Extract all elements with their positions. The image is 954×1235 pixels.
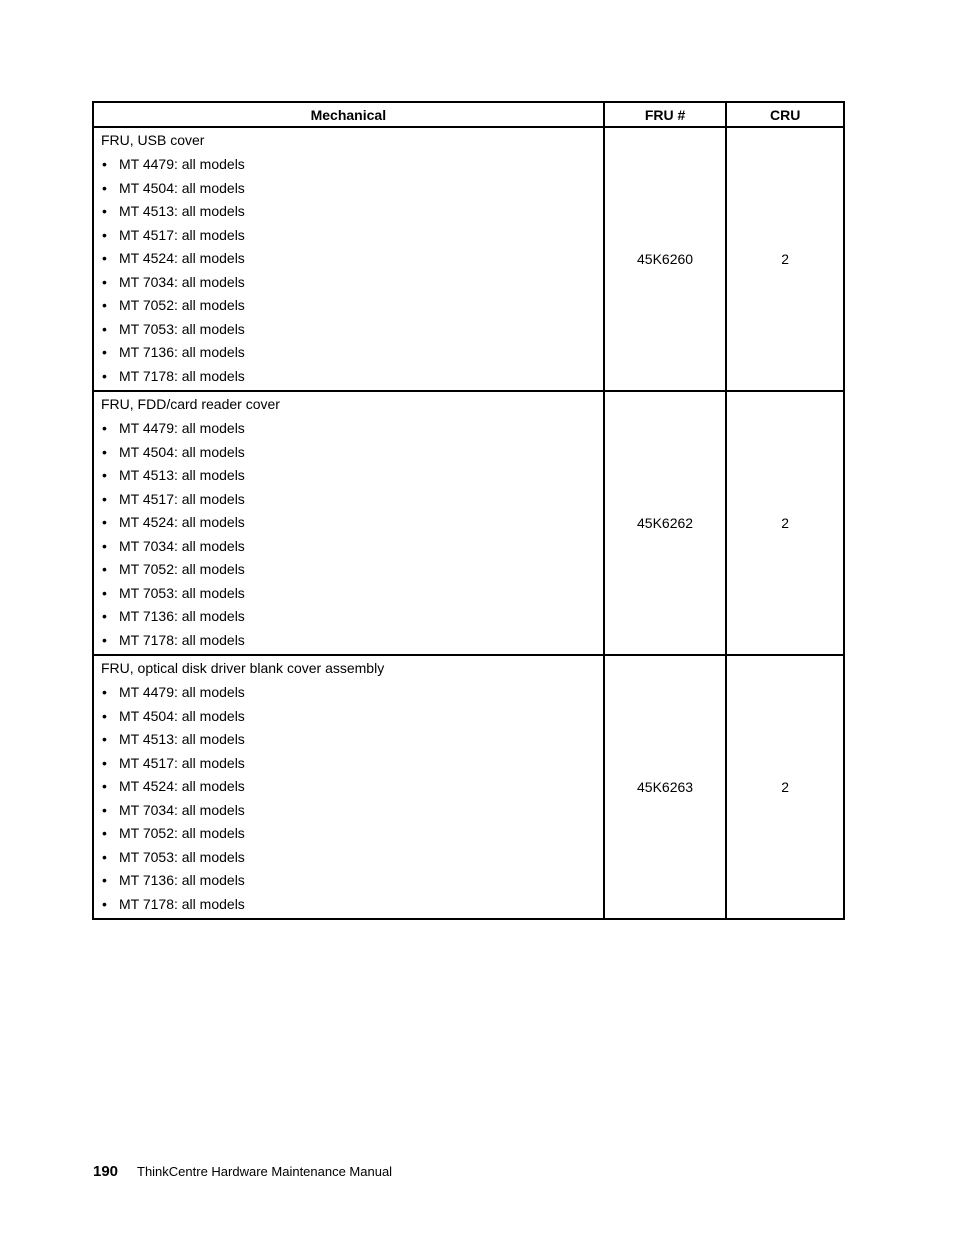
list-item: • MT 7136: all models xyxy=(101,605,603,629)
table-row xyxy=(93,127,844,391)
table-header-row xyxy=(93,102,844,127)
list-item: • MT 7053: all models xyxy=(101,318,603,342)
list-item: • MT 4479: all models xyxy=(101,417,603,441)
mechanical-cell xyxy=(93,655,604,919)
list-item: • MT 7178: all models xyxy=(101,629,603,653)
page-number: 190 xyxy=(93,1163,119,1180)
header-fru: FRU # xyxy=(604,102,727,127)
list-item: • MT 7053: all models xyxy=(101,582,603,606)
page-footer xyxy=(93,1163,392,1180)
list-item: • MT 4524: all models xyxy=(101,775,603,799)
list-item: • MT 4517: all models xyxy=(101,488,603,512)
cru-cell: 2 xyxy=(726,127,844,391)
cru-cell: 2 xyxy=(726,655,844,919)
list-item: • MT 7052: all models xyxy=(101,822,603,846)
list-item: • MT 4517: all models xyxy=(101,752,603,776)
list-item: • MT 7136: all models xyxy=(101,341,603,365)
model-list xyxy=(101,153,603,388)
table-row xyxy=(93,655,844,919)
model-list xyxy=(101,417,603,652)
list-item: • MT 7034: all models xyxy=(101,271,603,295)
list-item: • MT 4517: all models xyxy=(101,224,603,248)
list-item: • MT 7178: all models xyxy=(101,893,603,917)
fru-number-cell: 45K6262 xyxy=(604,391,727,655)
list-item: • MT 7178: all models xyxy=(101,365,603,389)
list-item: • MT 7034: all models xyxy=(101,535,603,559)
part-title: FRU, FDD/card reader cover xyxy=(101,396,280,412)
header-mechanical: Mechanical xyxy=(93,102,604,127)
list-item: • MT 7052: all models xyxy=(101,294,603,318)
list-item: • MT 4479: all models xyxy=(101,681,603,705)
list-item: • MT 7136: all models xyxy=(101,869,603,893)
table-body xyxy=(93,127,844,919)
list-item: • MT 4504: all models xyxy=(101,441,603,465)
list-item: • MT 4513: all models xyxy=(101,200,603,224)
fru-number-cell: 45K6260 xyxy=(604,127,727,391)
manual-title: ThinkCentre Hardware Maintenance Manual xyxy=(137,1164,393,1179)
list-item: • MT 4479: all models xyxy=(101,153,603,177)
list-item: • MT 4504: all models xyxy=(101,177,603,201)
fru-table xyxy=(92,101,845,920)
list-item: • MT 4513: all models xyxy=(101,728,603,752)
list-item: • MT 7052: all models xyxy=(101,558,603,582)
mechanical-cell xyxy=(93,127,604,391)
cru-cell: 2 xyxy=(726,391,844,655)
part-title: FRU, optical disk driver blank cover assembly xyxy=(101,660,385,676)
list-item: • MT 7034: all models xyxy=(101,799,603,823)
list-item: • MT 4524: all models xyxy=(101,511,603,535)
model-list xyxy=(101,681,603,916)
fru-number-cell: 45K6263 xyxy=(604,655,727,919)
list-item: • MT 4524: all models xyxy=(101,247,603,271)
list-item: • MT 7053: all models xyxy=(101,846,603,870)
list-item: • MT 4513: all models xyxy=(101,464,603,488)
table-row xyxy=(93,391,844,655)
header-cru: CRU xyxy=(726,102,844,127)
part-title: FRU, USB cover xyxy=(101,132,205,148)
list-item: • MT 4504: all models xyxy=(101,705,603,729)
mechanical-cell xyxy=(93,391,604,655)
